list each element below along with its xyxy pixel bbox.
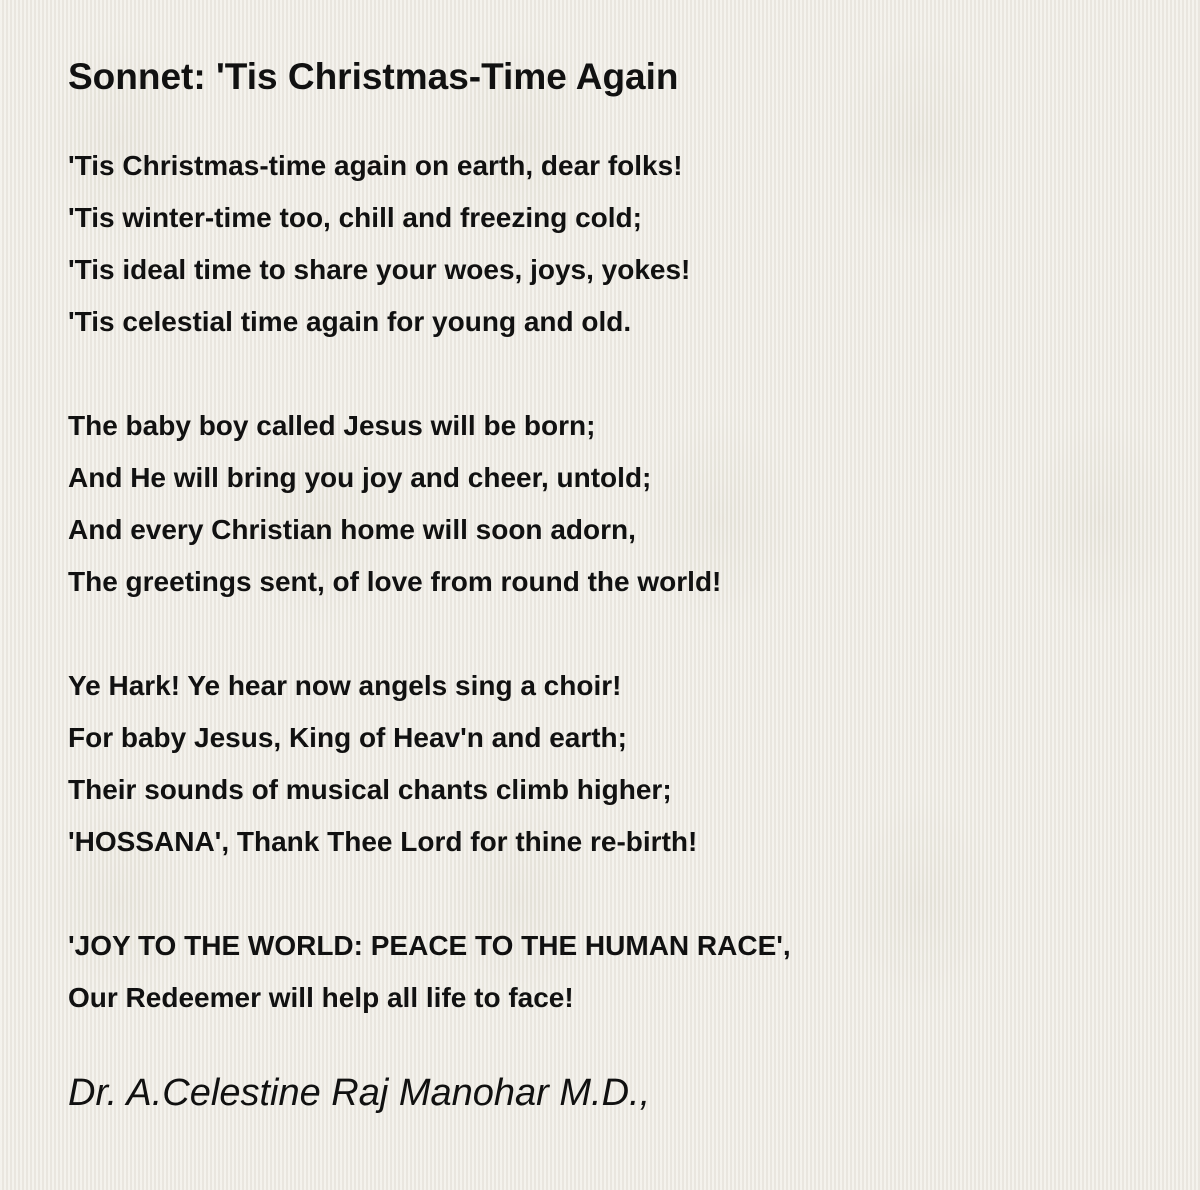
poem-line: 'Tis winter-time too, chill and freezing cold; (68, 202, 642, 233)
stanza-1 (68, 140, 1168, 348)
poem-line: Ye Hark! Ye hear now angels sing a choir! (68, 670, 622, 701)
poem-line: Our Redeemer will help all life to face! (68, 982, 574, 1013)
poem-line: 'Tis ideal time to share your woes, joys, yokes! (68, 254, 691, 285)
poem-line: 'JOY TO THE WORLD: PEACE TO THE HUMAN RACE', (68, 930, 791, 961)
stanza-3 (68, 660, 1168, 868)
stanza-2 (68, 400, 1168, 608)
poem-line: And every Christian home will soon adorn, (68, 514, 636, 545)
poem-line: 'Tis Christmas-time again on earth, dear folks! (68, 150, 683, 181)
poem-line: 'HOSSANA', Thank Thee Lord for thine re-birth! (68, 826, 698, 857)
poem-line: 'Tis celestial time again for young and old. (68, 306, 632, 337)
poem-author: Dr. A.Celestine Raj Manohar M.D., (68, 1072, 651, 1114)
poem-line: The greetings sent, of love from round the world! (68, 566, 722, 597)
poem-container (68, 52, 1168, 1118)
poem-title: Sonnet: 'Tis Christmas-Time Again (68, 56, 679, 97)
poem-line: The baby boy called Jesus will be born; (68, 410, 596, 441)
poem-line: Their sounds of musical chants climb higher; (68, 774, 672, 805)
poem-line: For baby Jesus, King of Heav'n and earth; (68, 722, 627, 753)
poem-line: And He will bring you joy and cheer, untold; (68, 462, 652, 493)
stanza-4 (68, 920, 1168, 1024)
